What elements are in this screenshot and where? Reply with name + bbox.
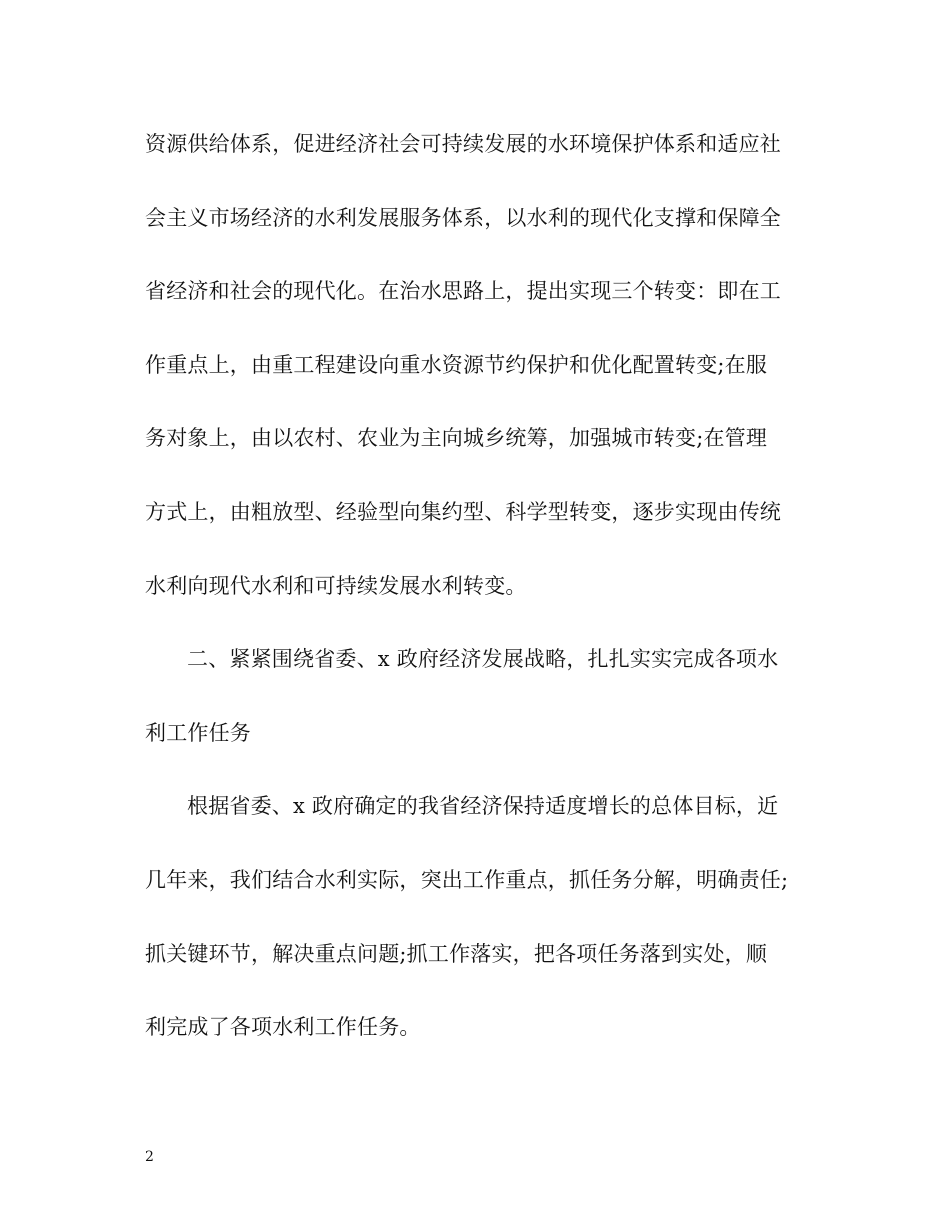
text-line: 作重点上，由重工程建设向重水资源节约保护和优化配置转变;在服 bbox=[145, 352, 768, 377]
text-line: 几年来，我们结合水利实际，突出工作重点，抓任务分解，明确责任; bbox=[145, 867, 789, 892]
text-line: 水利向现代水利和可持续发展水利转变。 bbox=[145, 573, 527, 598]
section-heading-line: 利工作任务 bbox=[145, 720, 251, 745]
section-heading-line: 二、紧紧围绕省委、x 政府经济发展战略，扎扎实实完成各项水 bbox=[187, 647, 779, 672]
text-line: 根据省委、x 政府确定的我省经济保持适度增长的总体目标，近 bbox=[187, 794, 779, 819]
body-text bbox=[145, 122, 815, 1079]
text-line: 省经济和社会的现代化。在治水思路上，提出实现三个转变：即在工 bbox=[145, 279, 781, 304]
text-line: 会主义市场经济的水利发展服务体系，以水利的现代化支撑和保障全 bbox=[145, 205, 781, 230]
page-number: 2 bbox=[145, 1149, 154, 1165]
text-line: 方式上，由粗放型、经验型向集约型、科学型转变，逐步实现由传统 bbox=[145, 499, 781, 524]
text-line: 务对象上，由以农村、农业为主向城乡统筹，加强城市转变;在管理 bbox=[145, 426, 768, 451]
text-line: 资源供给体系，促进经济社会可持续发展的水环境保护体系和适应社 bbox=[145, 132, 781, 156]
text-line: 利完成了各项水利工作任务。 bbox=[145, 1015, 421, 1040]
text-line: 抓关键环节，解决重点问题;抓工作落实，把各项任务落到实处，顺 bbox=[145, 941, 768, 966]
